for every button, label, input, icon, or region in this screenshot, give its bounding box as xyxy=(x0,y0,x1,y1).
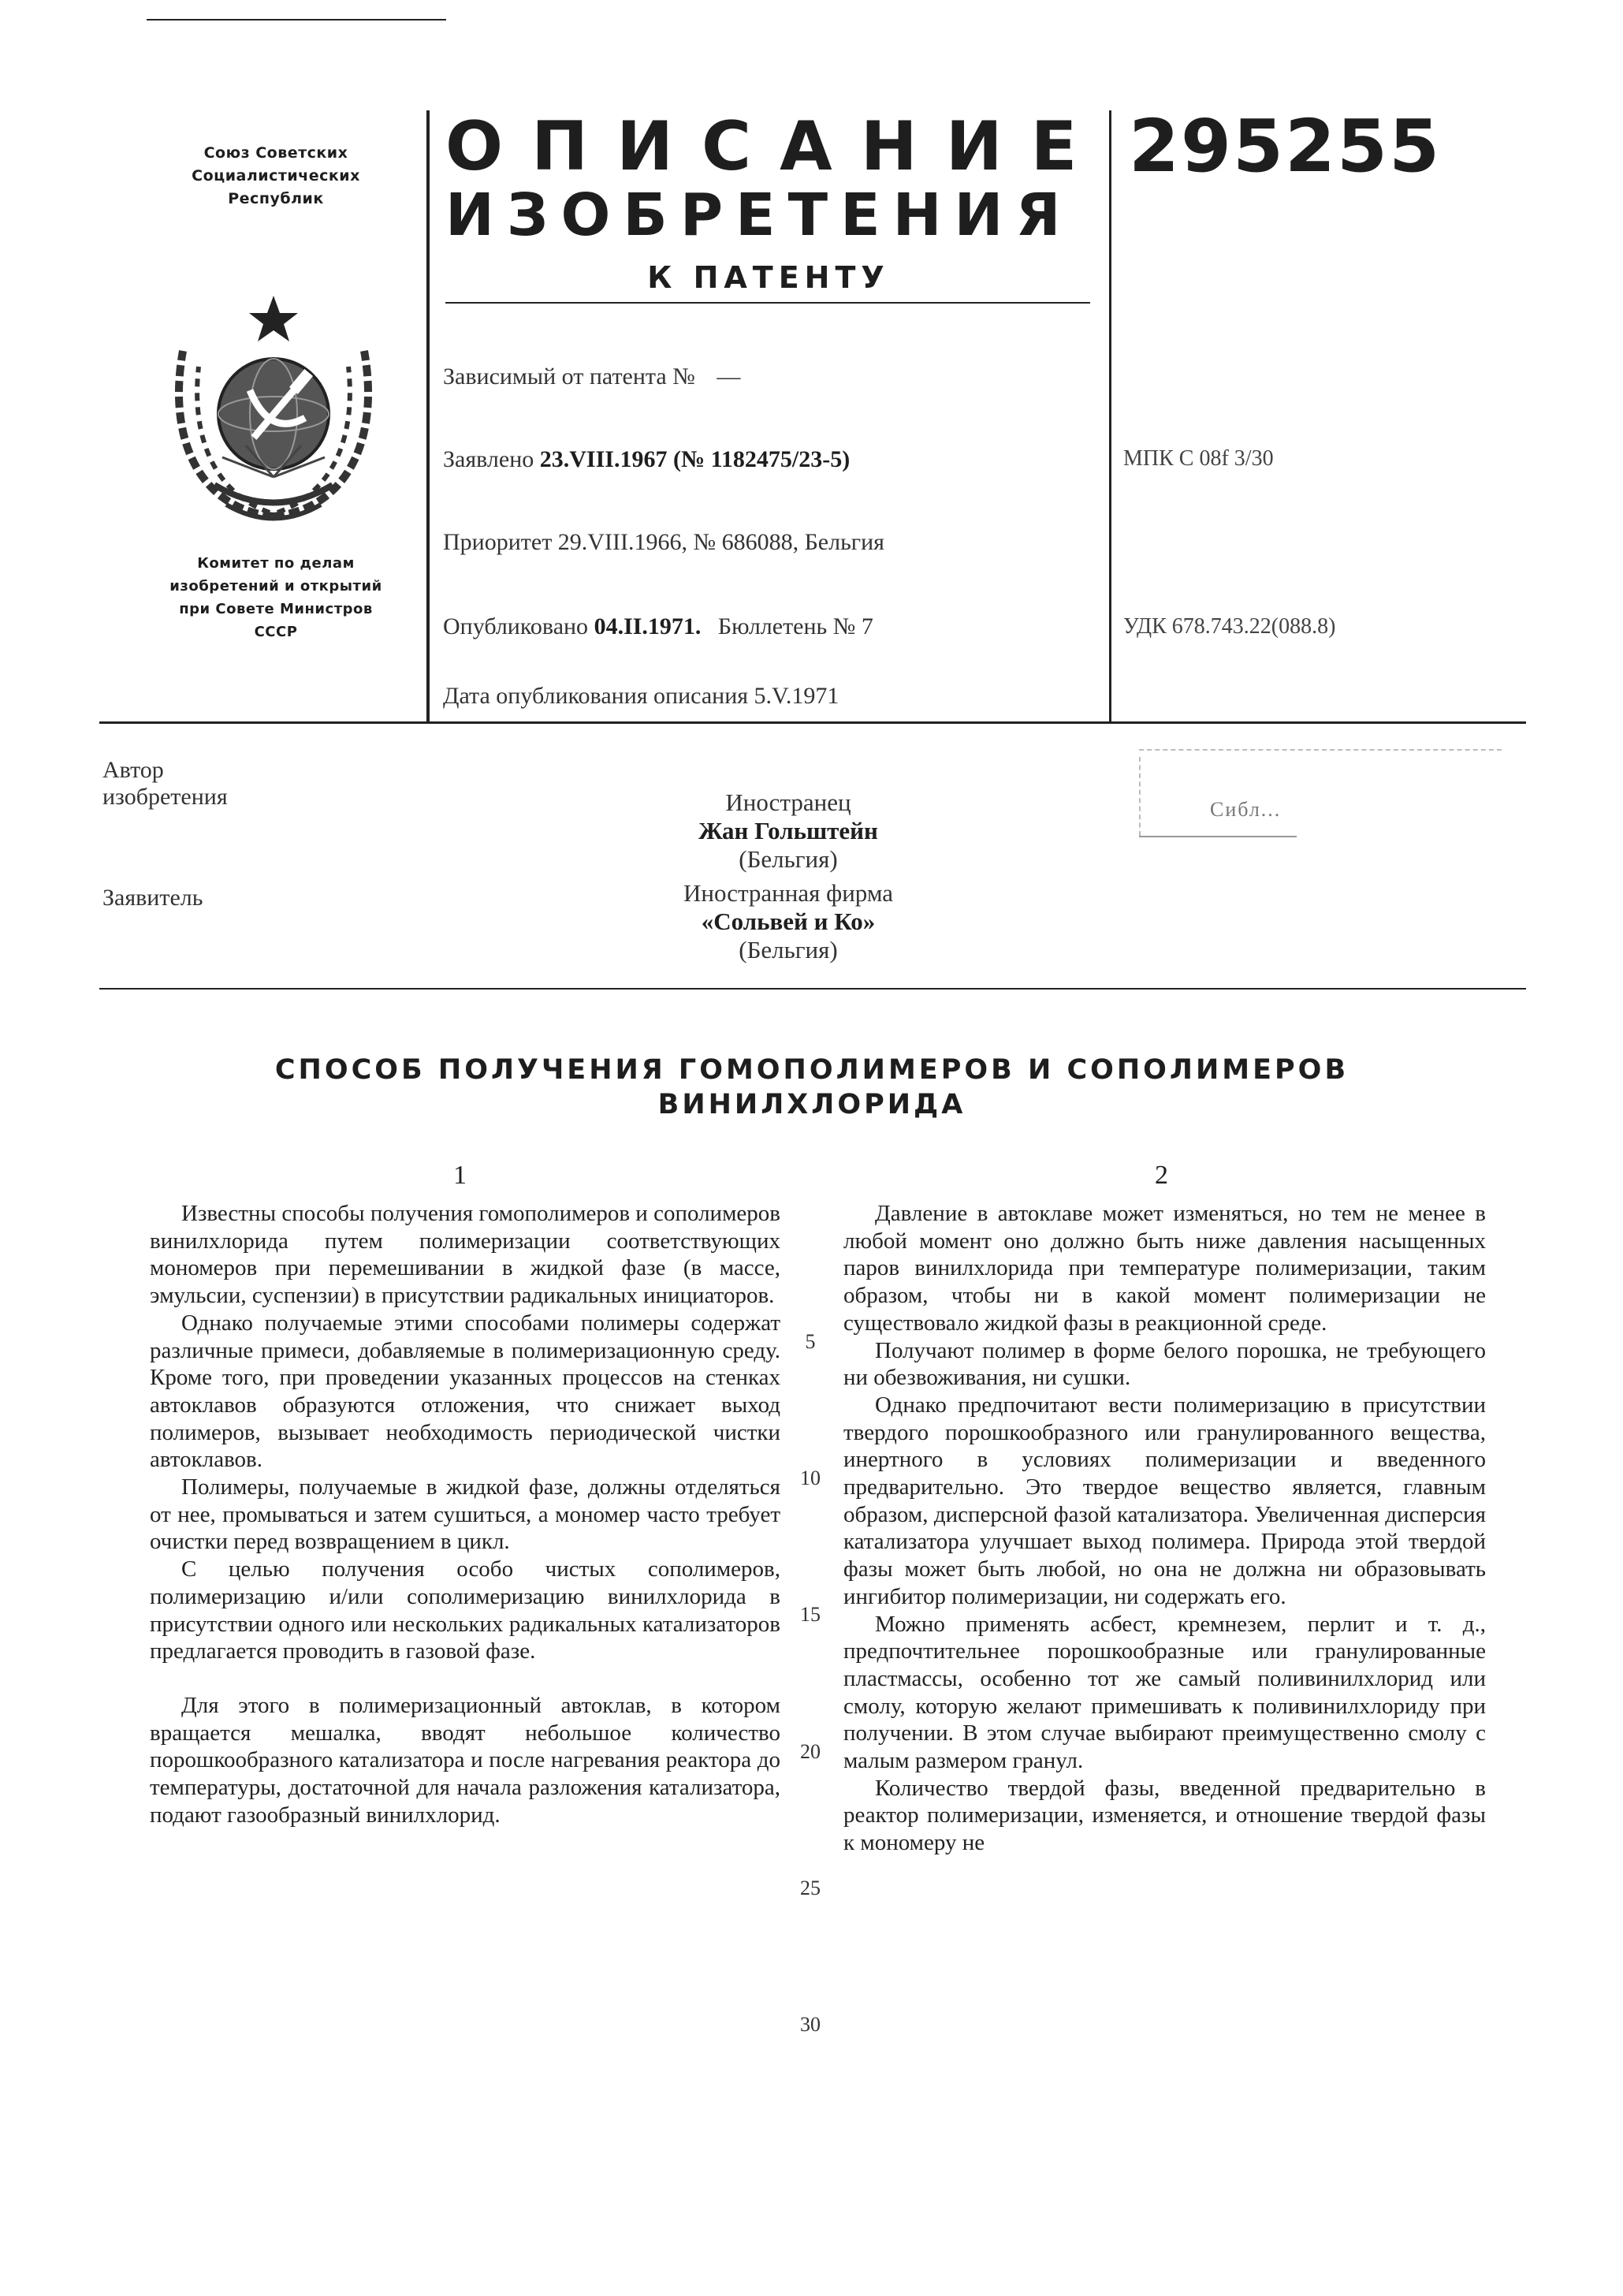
dependent-value: — xyxy=(717,363,741,390)
publication xyxy=(443,613,873,641)
top-rule xyxy=(147,19,446,20)
applicant-country: (Бельгия) xyxy=(739,936,838,964)
line-number: 30 xyxy=(800,2013,821,2036)
header-divider-right xyxy=(1109,110,1111,721)
invention-title xyxy=(118,1053,1506,1122)
library-stamp xyxy=(1123,749,1517,875)
paragraph: Давление в автоклаве может изменяться, но тем не менее в любой момент оно должно быть ниже давления насыщенных паров винилхлорида при температуре полимеризации, таким образом, чтобы ни в какой момент полимеризации не существовало жидкой фазы в реакционной среде. xyxy=(843,1201,1486,1336)
description-date: Дата опубликования описания 5.V.1971 xyxy=(443,683,839,709)
title-underline xyxy=(445,302,1090,304)
committee-name xyxy=(118,552,434,643)
paragraph: Однако получаемые этими способами полимеры содержат различные примеси, добавляемые в полимеризационную среду. Кроме того, при проведении указанных процессов на стенках автоклавов образуются отложения, что снижает выход полимеров, вызывает необходимость периодической чистки автоклавов. xyxy=(150,1310,780,1473)
paragraph: Известны способы получения гомополимеров и сополимеров винилхлорида путем полимеризации соответствующих мономеров при перемешивании в жидкой фазе (в массе, эмульсии, суспензии) в присутствии радикальных инициаторов. xyxy=(150,1201,780,1309)
author-status: Иностранец xyxy=(725,788,851,816)
filed-value: 23.VIII.1967 (№ 1182475/23-5) xyxy=(539,446,851,472)
committee-line: Комитет по делам xyxy=(197,555,355,572)
text-column-2 xyxy=(843,1200,1486,1857)
ussr-emblem xyxy=(151,280,396,532)
document-type-title: ОПИСАНИЕ xyxy=(445,107,1106,186)
union-name xyxy=(118,142,434,211)
union-line: Союз Советских xyxy=(203,144,348,162)
author-name: Жан Гольштейн xyxy=(698,817,878,844)
dependent-patent xyxy=(443,363,740,391)
committee-line: изобретений и открытий xyxy=(169,578,382,594)
line-number: 10 xyxy=(800,1467,821,1489)
dependent-label: Зависимый от патента № xyxy=(443,363,695,390)
patent-number: 295255 xyxy=(1129,104,1442,188)
priority: Приоритет 29.VIII.1966, № 686088, Бельгия xyxy=(443,529,884,555)
paragraph: Получают полимер в форме белого порошка, не требующего ни обезвоживания, ни сушки. xyxy=(843,1337,1486,1391)
committee-line: при Совете Министров xyxy=(179,601,373,617)
author-info xyxy=(552,788,1025,874)
applicant-label: Заявитель xyxy=(102,885,203,911)
paragraph: Количество твердой фазы, введенной предварительно в реактор полимеризации, изменяется, и отношение твердой фазы к мономеру не xyxy=(843,1775,1486,1856)
filed-date xyxy=(443,445,850,474)
author-label xyxy=(102,757,228,811)
published-value: 04.II.1971. xyxy=(594,613,702,639)
author-label-line: изобретения xyxy=(102,784,228,810)
author-country: (Бельгия) xyxy=(739,845,838,873)
mpk-class: МПК С 08f 3/30 xyxy=(1123,446,1274,471)
paragraph: Полимеры, получаемые в жидкой фазе, должны отделяться от нее, промываться и затем сушиться, а мономер часто требует очистки перед возвращением в цикл. xyxy=(150,1474,780,1555)
paragraph: Можно применять асбест, кремнезем, перлит и т. д., предпочтительнее порошкообразные или гранулированные пластмассы, особенно тот же самый поливинилхлорид или смолу, которую желают примешивать к поливинилхлориду при получении. В этом случае выбирают преимущественно смолу с малым размером гранул. xyxy=(843,1611,1486,1774)
header-divider-left xyxy=(426,110,430,721)
line-number: 15 xyxy=(800,1603,821,1626)
paragraph: С целью получения особо чистых сополимеров, полимеризацию и/или сополимеризацию винилхлорида в присутствии одного или нескольких радикальных катализаторов предлагается проводить в газовой фазе. xyxy=(150,1556,780,1664)
bulletin: Бюллетень № 7 xyxy=(717,613,873,639)
line-number: 25 xyxy=(800,1877,821,1899)
author-label-line: Автор xyxy=(102,757,164,783)
paragraph: Однако предпочитают вести полимеризацию в присутствии твердого порошкообразного или гранулированного вещества, инертного в условиях полимеризации и введенного предварительно. Это твердое вещество является, главным образом, дисперсной фазой катализатора. Увеличенная дисперсия катализатора улучшает выход полимера. Природа этой твердой фазы может быть любой, но она не должна ни образовывать ингибитор полимеризации, ни содержать его. xyxy=(843,1392,1486,1609)
applicant-type: Иностранная фирма xyxy=(683,879,893,907)
paragraph: Для этого в полимеризационный автоклав, в котором вращается мешалка, вводят небольшое количество порошкообразного катализатора и после нагревания реактора до температуры, достаточной для начала разложения катализатора, подают газообразный винилхлорид. xyxy=(150,1692,780,1828)
applicant-name: «Сольвей и Ко» xyxy=(701,908,876,935)
union-line: Социалистических xyxy=(192,167,360,184)
committee-line: СССР xyxy=(254,624,298,640)
line-number: 20 xyxy=(800,1740,821,1763)
stamp-text: Сибл... xyxy=(1210,798,1282,821)
line-number: 5 xyxy=(805,1330,816,1353)
column-number-1: 1 xyxy=(453,1161,467,1190)
header-bottom-rule xyxy=(99,721,1526,724)
filed-label: Заявлено xyxy=(443,446,534,472)
udk-class: УДК 678.743.22(088.8) xyxy=(1123,614,1336,639)
text-column-1 xyxy=(150,1200,780,1828)
applicant-info xyxy=(552,879,1025,964)
column-number-2: 2 xyxy=(1155,1161,1168,1190)
published-label: Опубликовано xyxy=(443,613,589,639)
invention-title-line: ВИНИЛХЛОРИДА xyxy=(657,1089,966,1120)
invention-title-word: ИЗОБРЕТЕНИЯ xyxy=(445,181,1074,249)
patent-subtitle: К ПАТЕНТУ xyxy=(647,260,890,295)
parties-bottom-rule xyxy=(99,988,1526,990)
invention-title-line: СПОСОБ ПОЛУЧЕНИЯ ГОМОПОЛИМЕРОВ И СОПОЛИМЕРОВ xyxy=(274,1054,1349,1086)
union-line: Республик xyxy=(228,190,324,207)
